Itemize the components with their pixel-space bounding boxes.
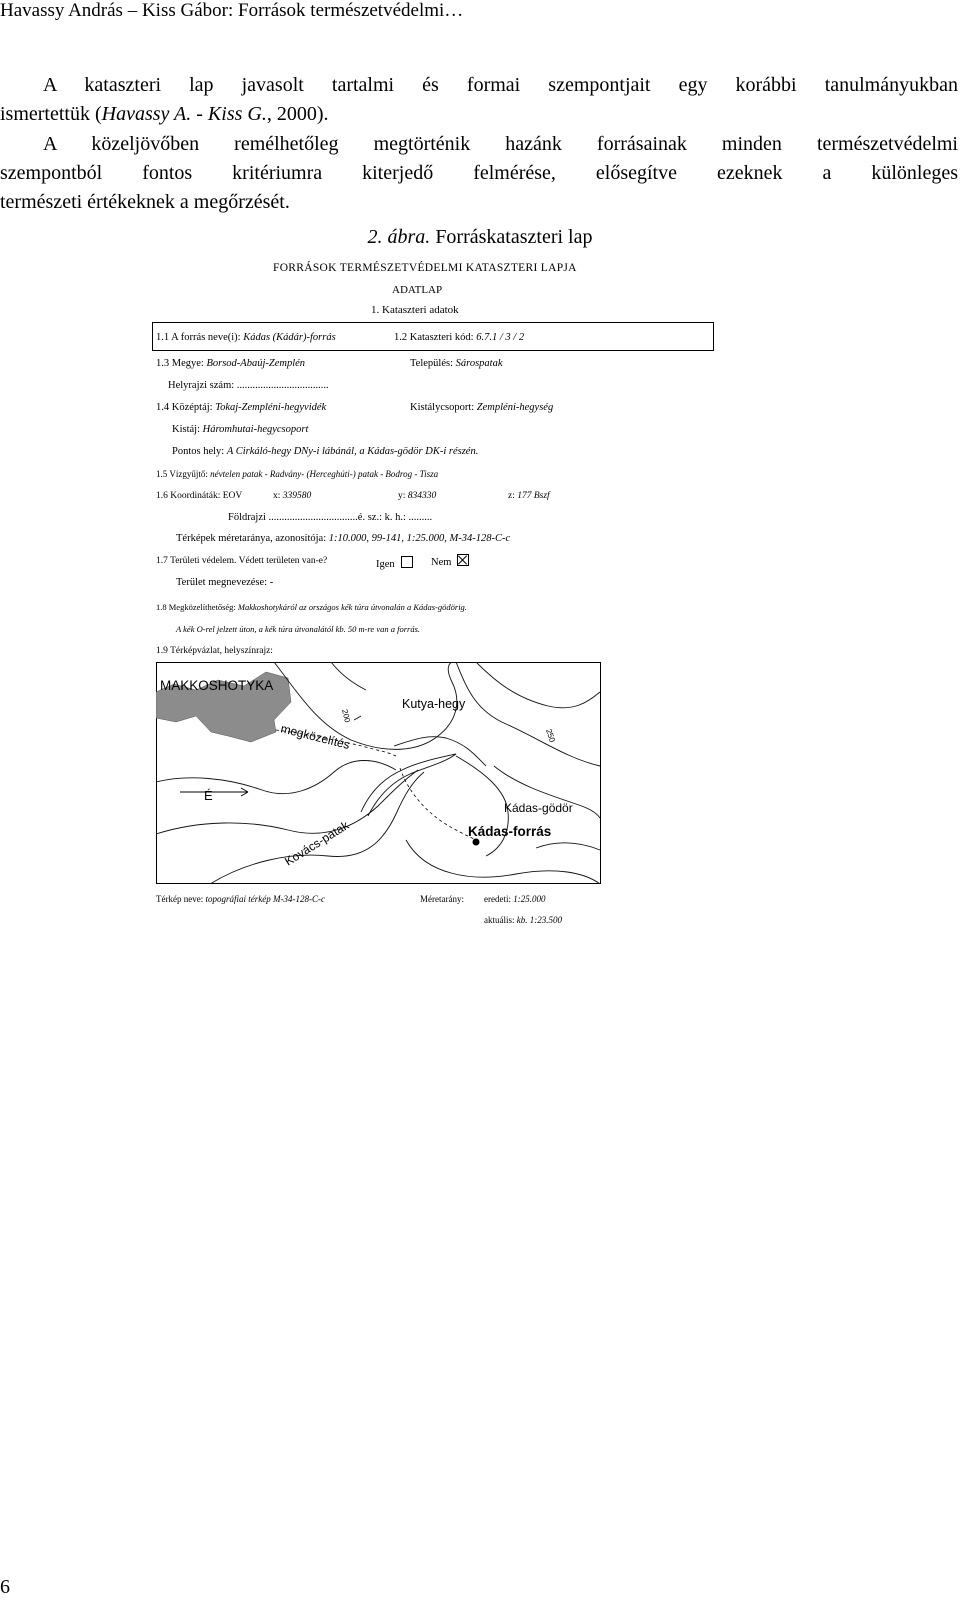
label-village: MAKKOSHOTYKA — [160, 678, 274, 693]
field-map-name: Térkép neve: topográfiai térkép M-34-128-C-c — [156, 894, 325, 904]
field-microregion: Kistáj: Háromhutai-hegycsoport — [172, 424, 309, 435]
field-area-name: Terület megnevezése: - — [176, 577, 274, 588]
page-number: 6 — [0, 1576, 10, 1598]
checkbox-checked-icon — [457, 554, 469, 566]
running-head: Havassy András – Kiss Gábor: Források természetvédelmi… — [0, 0, 464, 21]
spring-marker-icon — [473, 839, 480, 846]
field-coord-x: x: 339580 — [273, 491, 312, 501]
site-map — [156, 662, 601, 884]
checkbox-no: Nem — [431, 554, 469, 568]
label-contour-250: 250 — [544, 727, 557, 744]
field-geographic: Földrajzi ..................................é. sz.: k. h.: ......... — [228, 512, 433, 523]
paragraph-line: A közeljövőben remélhetőleg megtörténik hazánk forrásainak minden természetvédelmi — [43, 133, 958, 155]
field-spring-name: 1.1 A forrás neve(i): Kádas (Kádár)-forrás — [156, 332, 336, 343]
label-kutya-hegy: Kutya-hegy — [402, 697, 466, 711]
field-coord-z: z: 177 Bszf — [508, 491, 550, 501]
figure-caption: 2. ábra. Forráskataszteri lap — [367, 226, 593, 248]
label-contour-200: 200 — [340, 708, 353, 724]
field-microregion-group: Kistálycsoport: Zempléni-hegység — [410, 402, 554, 413]
field-access-2: A kék O-rel jelzett úton, a kék túra útvonalától kb. 50 m-re van a forrás. — [176, 624, 421, 634]
field-cadastre-code: 1.2 Kataszteri kód: 6.7.1 / 3 / 2 — [394, 332, 525, 343]
cadastre-form — [0, 262, 960, 962]
field-map-sketch: 1.9 Térképvázlat, helyszínrajz: — [156, 646, 273, 656]
label-kovacs-patak: Kovács-patak — [282, 818, 352, 869]
checkbox-empty-icon — [401, 556, 413, 568]
label-kadas-godor: Kádas-gödör — [504, 801, 573, 815]
citation: Havassy A. - Kiss G. — [101, 103, 267, 125]
field-county: 1.3 Megye: Borsod-Abaúj-Zemplén — [156, 358, 306, 369]
label-approach: megközelítés — [279, 721, 352, 753]
field-access: 1.8 Megközelíthetőség: Makkoshotykáról az országos kék túra útvonalán a Kádas-gödörig. — [156, 602, 467, 612]
field-scale-label: Méretarány: — [420, 894, 464, 904]
form-subtitle: ADATLAP — [392, 284, 443, 296]
field-exact-location: Pontos hely: A Cirkáló-hegy DNy-i lábánál, a Kádas-gödör DK-i részén. — [172, 446, 479, 457]
paragraph-line: A kataszteri lap javasolt tartalmi és formai szempontjait egy korábbi tanulmányukban — [43, 74, 958, 96]
field-middle-region: 1.4 Középtáj: Tokaj-Zempléni-hegyvidék — [156, 402, 327, 413]
field-scale-original: eredeti: 1:25.000 — [484, 894, 546, 904]
form-section: 1. Kataszteri adatok — [371, 304, 459, 316]
paragraph-line: ismertettük (Havassy A. - Kiss G., 2000). — [0, 103, 329, 125]
field-settlement: Település: Sárospatak — [410, 358, 503, 369]
paragraph-line: természeti értékeknek a megőrzését. — [0, 191, 290, 213]
field-protection: 1.7 Területi védelem. Védett területen van-e? — [156, 556, 328, 566]
label-kadas-forras: Kádas-forrás — [468, 824, 552, 839]
field-catchment: 1.5 Vízgyűjtő: névtelen patak - Radvány- (Herceghúti-) patak - Bodrog - Tisza — [156, 469, 439, 479]
label-north: É — [204, 788, 213, 803]
field-scale-current: aktuális: kb. 1:23.500 — [484, 915, 562, 925]
field-parcel-number: Helyrajzi szám: ................................... — [168, 380, 329, 391]
form-title: FORRÁSOK TERMÉSZETVÉDELMI KATASZTERI LAPJA — [273, 262, 577, 274]
field-map-scales: Térképek méretaránya, azonosítója: 1:10.000, 99-141, 1:25.000, M-34-128-C-c — [176, 533, 511, 544]
paragraph-intro — [0, 71, 958, 129]
paragraph-outlook — [0, 130, 958, 217]
field-coord-y: y: 834330 — [398, 491, 437, 501]
paragraph-line: szempontból fontos kritériumra kiterjedő felmérése, elősegítve ezeknek a különleges — [0, 162, 958, 184]
field-coordinates: 1.6 Koordináták: EOV — [156, 491, 243, 501]
checkbox-yes: Igen — [376, 556, 413, 570]
